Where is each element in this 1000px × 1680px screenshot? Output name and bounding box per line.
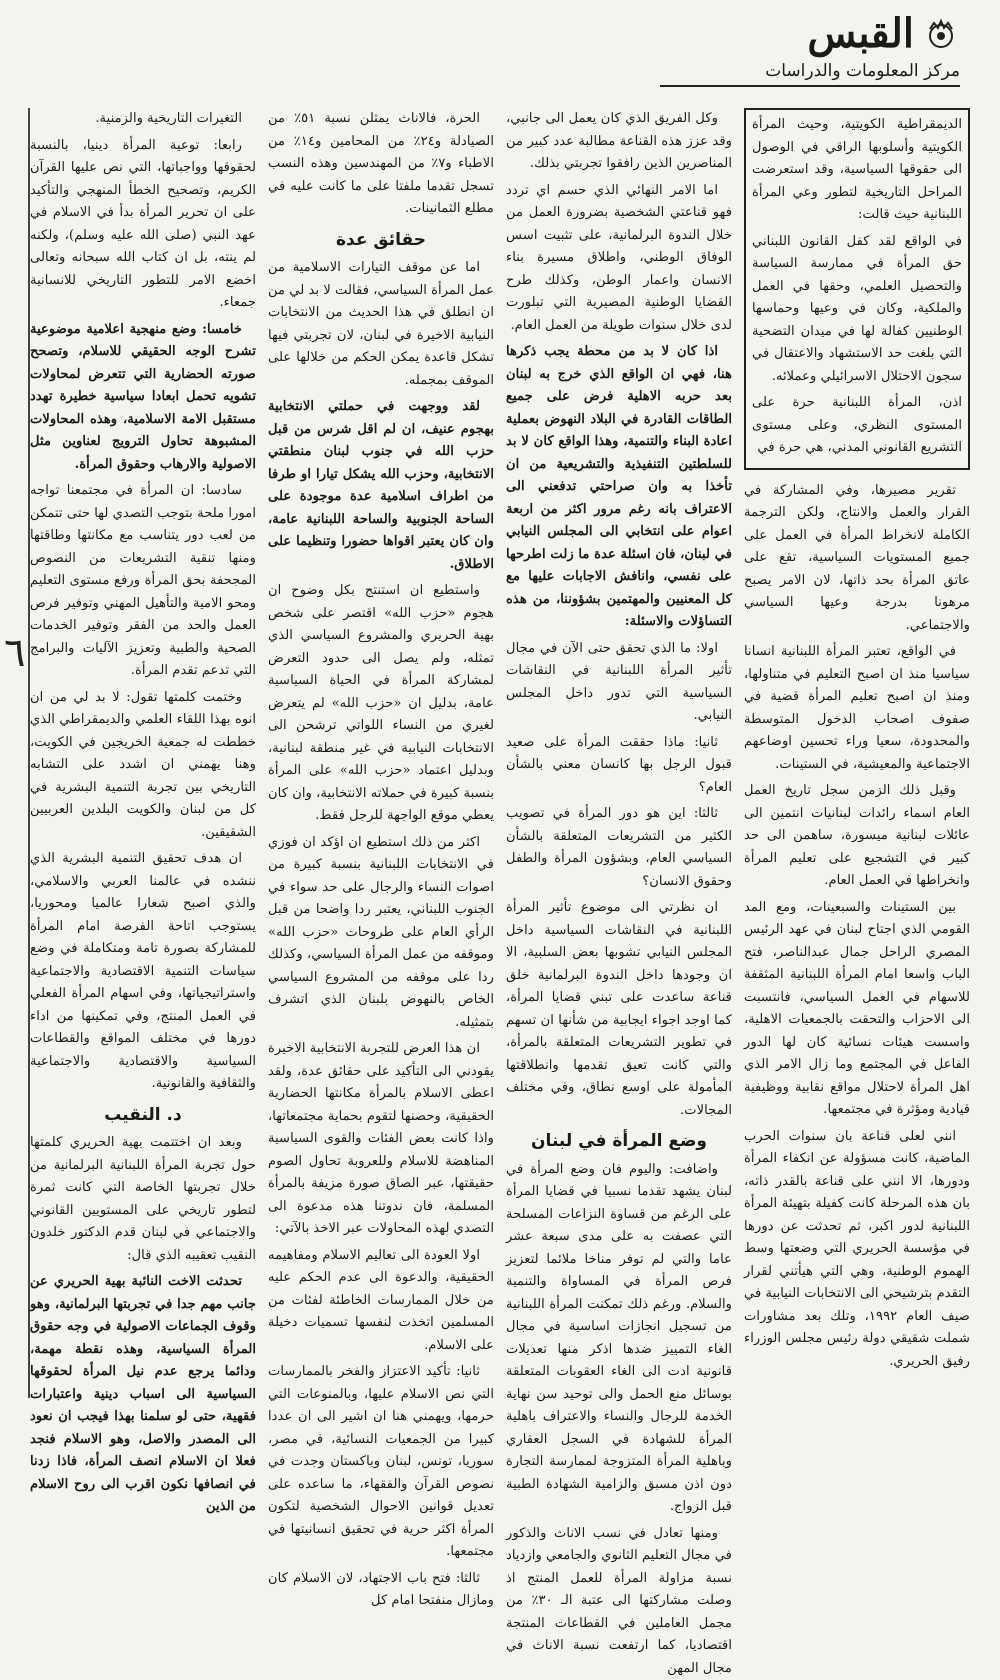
column-1 — [744, 108, 970, 1398]
paragraph: ان هذا العرض للتجربة الانتخابية الاخيرة يقودني الى التأكيد على حقائق عدة، ولقد اعطى الاسلام بالمرأة مكانتها الحضارية الحقيقية، وحصنها لتقوم بحماية مجتمعاتها، واذا كانت بعض الفئات والقوى السياسية المناهضة للاسلام وللعروبة تحاول الصوم حقيقتها، عبر الصاق صورة مزيفة بالمرأة المسلمة، فان ندوتنا هذه مدعوة الى التصدي لهذه المحاولات عبر الاخذ بالآتي: — [268, 1038, 494, 1241]
paragraph: اولا العودة الى تعاليم الاسلام ومفاهيمه الحقيقية، والدعوة الى عدم الحكم عليه من خلال الممارسات الخاطئة لفئات من المسلمين اتخذت لنفسها تسميات دخيلة على الاسلام. — [268, 1245, 494, 1358]
paragraph: تحدثت الاخت النائبة بهية الحريري عن جانب مهم جدا في تجربتها البرلمانية، وهو وقوف الجماعات الاصولية في وجه حقوق المرأة السياسية، وهذه نقطة مهمة، ودائما يرجع عدم نيل المرأة لحقوقها السياسية الى اسباب دينية واعتبارات فقهية، حتى لو سلمنا بهذا فيجب ان نعود الى المصدر والاصل، وهو الاسلام فنجد فعلا ان الاسلام انصف المرأة، فاذا زدنا في انصافها نكون اقرب الى روح الاسلام من الذين — [30, 1271, 256, 1519]
paragraph: ثانيا: ماذا حققت المرأة على صعيد قبول الرجل بها كانسان معني بالشأن العام؟ — [506, 732, 732, 800]
paragraph: وبعد ان اختتمت بهية الحريري كلمتها حول تجربة المرأة اللبنانية البرلمانية من خلال تجربتها الخاصة التي كانت ثمرة لتطور تاريخي على المستويين القانوني والاجتماعي في لبنان قدم الدكتور خلدون النقيب تعقيبه الذي قال: — [30, 1132, 256, 1267]
paragraph: واستطيع ان استنتج بكل وضوح ان هجوم «حزب الله» اقتصر على شخص بهية الحريري والمشروع السياسي الذي تمثله، ولم يصل الى حدود التعرض لمشاركة المرأة في الحياة السياسية عامة، بدليل ان «حزب الله» لم يتعرض لغيري من النساء اللواتي ترشحن الى الانتخابات النيابية في غير منطقة لبنانية، وبدليل اعتماد «حزب الله» على المرأة بنسبة كبيرة في حملاته الانتخابية، وان كان يعطي موقع الواجهة للرجل فقط. — [268, 580, 494, 828]
paragraph: ثالثا: فتح باب الاجتهاد، لان الاسلام كان ومازال منفتحا امام كل — [268, 1568, 494, 1613]
paragraph: الحرة، فالاناث يمثلن نسبة ٥١٪ من الصيادلة و٢٤٪ من المحامين و١٤٪ من الاطباء و٧٪ من المهندسين وهذه النسب تسجل تقدما ملفتا على ما كانت عليه في مطلع الثمانينات. — [268, 108, 494, 221]
section-heading: حقائق عدة — [268, 229, 494, 252]
paragraph: خامسا: وضع منهجية اعلامية موضوعية تشرح الوجه الحقيقي للاسلام، وتصحح صورته الحضارية التي تتعرض لمحاولات تشويه تحمل ابعادا سياسية خطيرة تهدد مستقبل الامة الاسلامية، وهذه المحاولات المشبوهة تحاول الترويج لعناوين مثل الاصولية والارهاب وحقوق المرأة. — [30, 319, 256, 477]
emblem-icon — [922, 19, 960, 49]
paragraph: اذا كان لا بد من محطة يجب ذكرها هنا، فهي ان الواقع الذي خرج به لبنان بعد حربه الاهلية فرض على جميع الطاقات القادرة في البلاد النهوض بعملية اعادة البناء والتنمية، وهذا الواقع كان لا بد للسلطتين التنفيذية والتشريعية من ان تأخذا به وان صراحتي تدفعني الى الاعتراف بانه رغم مرور اكثر من اربعة اعوام على انتخابي الى المجلس النيابي في لبنان، فان اسئلة عدة ما زلت اطرحها على نفسي، وانافش الاجابات عليها مع كل المعنيين والمهتمين بشؤوننا، من هذه التساؤلات والاسئلة: — [506, 341, 732, 634]
paragraph: انني لعلى قناعة بان سنوات الحرب الماضية، كانت مسؤولة عن انكفاء المرأة ودورها، الا انني على قناعة بالقدر ذاته، بان هذه المرحلة كانت كفيلة بتهيئة المرأة اللبنانية لدور اكبر، ثم تحدثت عن دورها في مؤسسة الحريري التي وضعتها وسط الهموم الوطنية، وهي التي هيأتني لقرار التقدم بترشيحي الى الانتخابات النيابية في صيف العام ١٩٩٢، وتلك بعد مشاورات شملت شقيقي دولة رئيس مجلس الوزراء رفيق الحريري. — [744, 1126, 970, 1374]
paragraph: وختمت كلمتها تقول: لا بد لي من ان انوه بهذا اللقاء العلمي والديمقراطي الذي خططت له جمعية الخريجين في الكويت، وهنا يهمني ان اشدد على التشابه التاريخي بين تجربة التنمية البشرية في كل من لبنان والكويت البلدين العربيين الشقيقين. — [30, 687, 256, 845]
paragraph: بين الستينات والسبعينات، ومع المد القومي الذي اجتاح لبنان في عهد الرئيس المصري الراحل جمال عبدالناصر، فتح الباب واسعا امام المرأة اللبنانية المثقفة للاسهام في العمل السياسي، فانتسبت الى الاحزاب والتحقت بالجمعيات الاهلية، واسست هيئات نسائية كان لها الدور الفاعل في المجتمع وما زال الامر الذي اهل المرأة لاحتلال مواقع نقابية ووظيفية قيادية ومؤثرة في مجتمعها. — [744, 897, 970, 1122]
paragraph: وقبل ذلك الزمن سجل تاريخ العمل العام اسماء رائدات لبنانيات انتمين الى عائلات لبنانية ميسورة، ساهمن الى حد كبير في التشجيع على تعليم المرأة وانخراطها في العمل العام. — [744, 780, 970, 893]
column-3 — [268, 108, 494, 1398]
article-columns — [30, 108, 970, 1398]
paragraph: في الواقع، تعتبر المرأة اللبنانية انسانا سياسيا منذ ان اصبح التعليم في متناولها، ومنذ ان اصبح تعليم المرأة قضية في صفوف اصحاب الدخول المتوسطة والمحدودة، سعيا وراء تحسين اوضاعهم الاجتماعية والمعيشية، في الستينات. — [744, 641, 970, 776]
paragraph: ثانيا: تأكيد الاعتزاز والفخر بالممارسات التي نص الاسلام عليها، وبالمنوعات التي حرمها، ويهمني هنا ان اشير الى ان عددا كبيرا من الجمعيات النسائية، في مصر، سوريا، تونس، لبنان وباكستان وجدت في نصوص القرآن والفقهاء، ما ساعده على تعديل قوانين الاحوال الشخصية لتكون المرأة اكثر حرية في تحقيق انسانيتها في مجتمعها. — [268, 1361, 494, 1564]
paragraph: الديمقراطية الكويتية، وحيث المرأة الكويتية وأسلوبها الراقي في الوصول الى حقوقها السياسية، وقد استعرضت المراحل التاريخية لتطور وعي المرأة اللبنانية حيث قالت: — [752, 114, 962, 227]
center-name: مركز المعلومات والدراسات — [660, 61, 960, 87]
paragraph: واضافت: واليوم فان وضع المرأة في لبنان يشهد تقدما نسبيا في قضايا المرأة على الرغم من قساوة النزاعات المسلحة التي عصفت به على مدى سبعة عشر عاما والتي لم توفر مناخا ملائما لتعزيز فرص المرأة في المساواة والتنمية والسلام. ورغم ذلك تمكنت المرأة اللبنانية من تسجيل انجازات اساسية في مجال الغاء التمييز ضدها اذكر منها تعديلات قانونية ادت الى الغاء العقوبات المتعلقة بوسائل منع الحمل والى توحيد سن نهاية الخدمة للرجال والنساء والاعتراف باهلية المرأة للشهادة في السجل العقاري وباهلية المرأة المتزوجة لممارسة التجارة دون اذن مسبق والزامية الشهادة الطبية قبل الزواج. — [506, 1159, 732, 1519]
paragraph: اذن، المرأة اللبنانية حرة على المستوى النظري، وعلى مستوى التشريع القانوني المدني، هي حرة في — [752, 392, 962, 460]
paragraph: التغيرات التاريخية والزمنية. — [30, 108, 256, 131]
paragraph: ومنها تعادل في نسب الاناث والذكور في مجال التعليم الثانوي والجامعي وازدياد نسبة مزاولة المرأة للعمل المنتج اذ وصلت مشاركتها الى عتبة الـ ٣٠٪ من مجمل العاملين في القطاعات المنتجة اقتصاديا، كما ارتفعت نسبة الاناث في مجال المهن — [506, 1523, 732, 1680]
paragraph: ثالثا: اين هو دور المرأة في تصويب الكثير من التشريعات المتعلقة بالشأن السياسي العام، وبشؤون المرأة والطفل وحقوق الانسان؟ — [506, 803, 732, 893]
paragraph: اما عن موقف التيارات الاسلامية من عمل المرأة السياسي، فقالت لا بد لي من ان انطلق في هذا الحديث من الانتخابات النيابية الاخيرة في لبنان، لان تجربتي فيها تشكل قاعدة يمكن الحكم من خلالها على الموقف بمجمله. — [268, 257, 494, 392]
logo-row — [660, 10, 960, 57]
paragraph: ان نظرتي الى موضوع تأثير المرأة اللبنانية في النقاشات السياسية داخل المجلس النيابي تشوبها بعض السلبية، الا ان وجودها داخل الندوة البرلمانية خلق قناعة ساعدت على تبني قضايا المرأة، كما اوجد اجواء ايجابية من شأنها ان تسهم في تطوير التشريعات المتعلقة بالمرأة، والتي كانت تعيق تقدمها وانطلاقتها المأمولة على اوسع نطاق، وفي مختلف المجالات. — [506, 897, 732, 1122]
paragraph: رابعا: توعية المرأة دينيا، بالنسبة لحقوقها وواجباتها، التي نص عليها القرآن الكريم، وتصحيح الخطأ المنهجي والتأكيد على ان تحرير المرأة بدأ في الاسلام في عهد النبي (صلى الله عليه وسلم)، ولكنه لم ينته، بل ان كتاب الله سبحانه وتعالى اخضع الامر للتطور التاريخي للانسانية جمعاء. — [30, 135, 256, 315]
boxed-excerpt — [744, 108, 970, 470]
paragraph: ان هدف تحقيق التنمية البشرية الذي ننشده في عالمنا العربي والاسلامي، والذي اصبح شعارا عالميا ومحوريا، يستوجب اتاحة الفرصة امام المرأة للمشاركة بصورة تامة ومتكاملة في وضع سياسات التنمية الاقتصادية والاجتماعية واستراتيجياتها، وفي اسهام المرأة الفعلي في العمل المنتج، وفي تمكينها من اداء دورها في مختلف المواقع والقطاعات السياسية والاقتصادية والاجتماعية والثقافية والقانونية. — [30, 848, 256, 1096]
column-2 — [506, 108, 732, 1398]
paragraph: اولا: ما الذي تحقق حتى الآن في مجال تأثير المرأة اللبنانية في النقاشات السياسية التي تدور داخل المجلس النيابي. — [506, 638, 732, 728]
paragraph: وكل الفريق الذي كان يعمل الى جانبي، وقد عزز هذه القناعة مطالبة عدد كبير من المناصرين الذين رافقوا تجربتي بذلك. — [506, 108, 732, 176]
masthead — [660, 10, 960, 110]
paragraph: اكثر من ذلك استطيع ان اؤكد ان فوزي في الانتخابات اللبنانية بنسبة كبيرة من اصوات النساء والرجال على حد سواء في الجنوب اللبناني، يعتبر ردا واضحا من قبل الرأي العام على طروحات «حزب الله» وموقفه من عمل المرأة السياسي، وكذلك ردا على موقفه من المشروع السياسي الخاص بالنهوض بلبنان الذي اتشرف بتمثيله. — [268, 832, 494, 1035]
paragraph: لقد ووجهت في حملتي الانتخابية بهجوم عنيف، ان لم اقل شرس من قبل حزب الله في جنوب لبنان منطقتي الانتخابية، وحزب الله يشكل تيارا او طرفا من اطراف اسلامية عدة موجودة على الساحة الجنوبية والساحة اللبنانية عامة، وان كان يعتبر اقواها حضورا وتنظيما على الاطلاق. — [268, 396, 494, 576]
paragraph: اما الامر النهائي الذي حسم اي تردد فهو قناعتي الشخصية بضرورة العمل من خلال الندوة البرلمانية، على تثبيت اسس الوفاق الوطني، واطلاق مسيرة بناء الانسان واعمار الوطن، وكذلك طرح القضايا الوطنية المصيرية التي تبلورت لدى خلال سنوات طويلة من العمل العام. — [506, 180, 732, 338]
paragraph: في الواقع لقد كفل القانون اللبناني حق المرأة في ممارسة السياسة والتحصيل العلمي، وحقها في العمل والملكية، وكان في وعيها وحماسها الوطنيين كفالة لها في ميدان التضحية التي بلغت حد الاستشهاد والاعتقال في سجون الاحتلال الاسرائيلي وعملائه. — [752, 231, 962, 389]
paragraph: تقرير مصيرها، وفي المشاركة في القرار والعمل والانتاج، ولكن الترجمة الكاملة لانخراط المرأة في العمل على جميع المستويات السياسية، تقع على عاتق المرأة بحد ذاتها، لان الامر يصبح مرهونا بدرجة وعيها السياسي والاجتماعي. — [744, 480, 970, 638]
column-4 — [30, 108, 256, 1398]
section-heading: وضع المرأة في لبنان — [506, 1130, 732, 1153]
page-mark: ٦ — [4, 630, 28, 720]
paragraph: سادسا: ان المرأة في مجتمعنا تواجه امورا ملحة بتوجب التصدي لها حتى تتمكن من لعب دور يتناسب مع مكانتها وطاقتها ومنها تنقية التشريعات من النصوص المجحفة بحق المرأة ورفع مستوى التعليم ومحو الامية والتأهيل المهني وتوفير فرص العمل والحد من الفقر وتوفير الخدمات الصحية والطبية وتعزيز الآليات والبرامج التي تدعم تقدم المرأة. — [30, 480, 256, 683]
logo-text: القبس — [807, 10, 914, 57]
section-heading: د. النقيب — [30, 1104, 256, 1127]
